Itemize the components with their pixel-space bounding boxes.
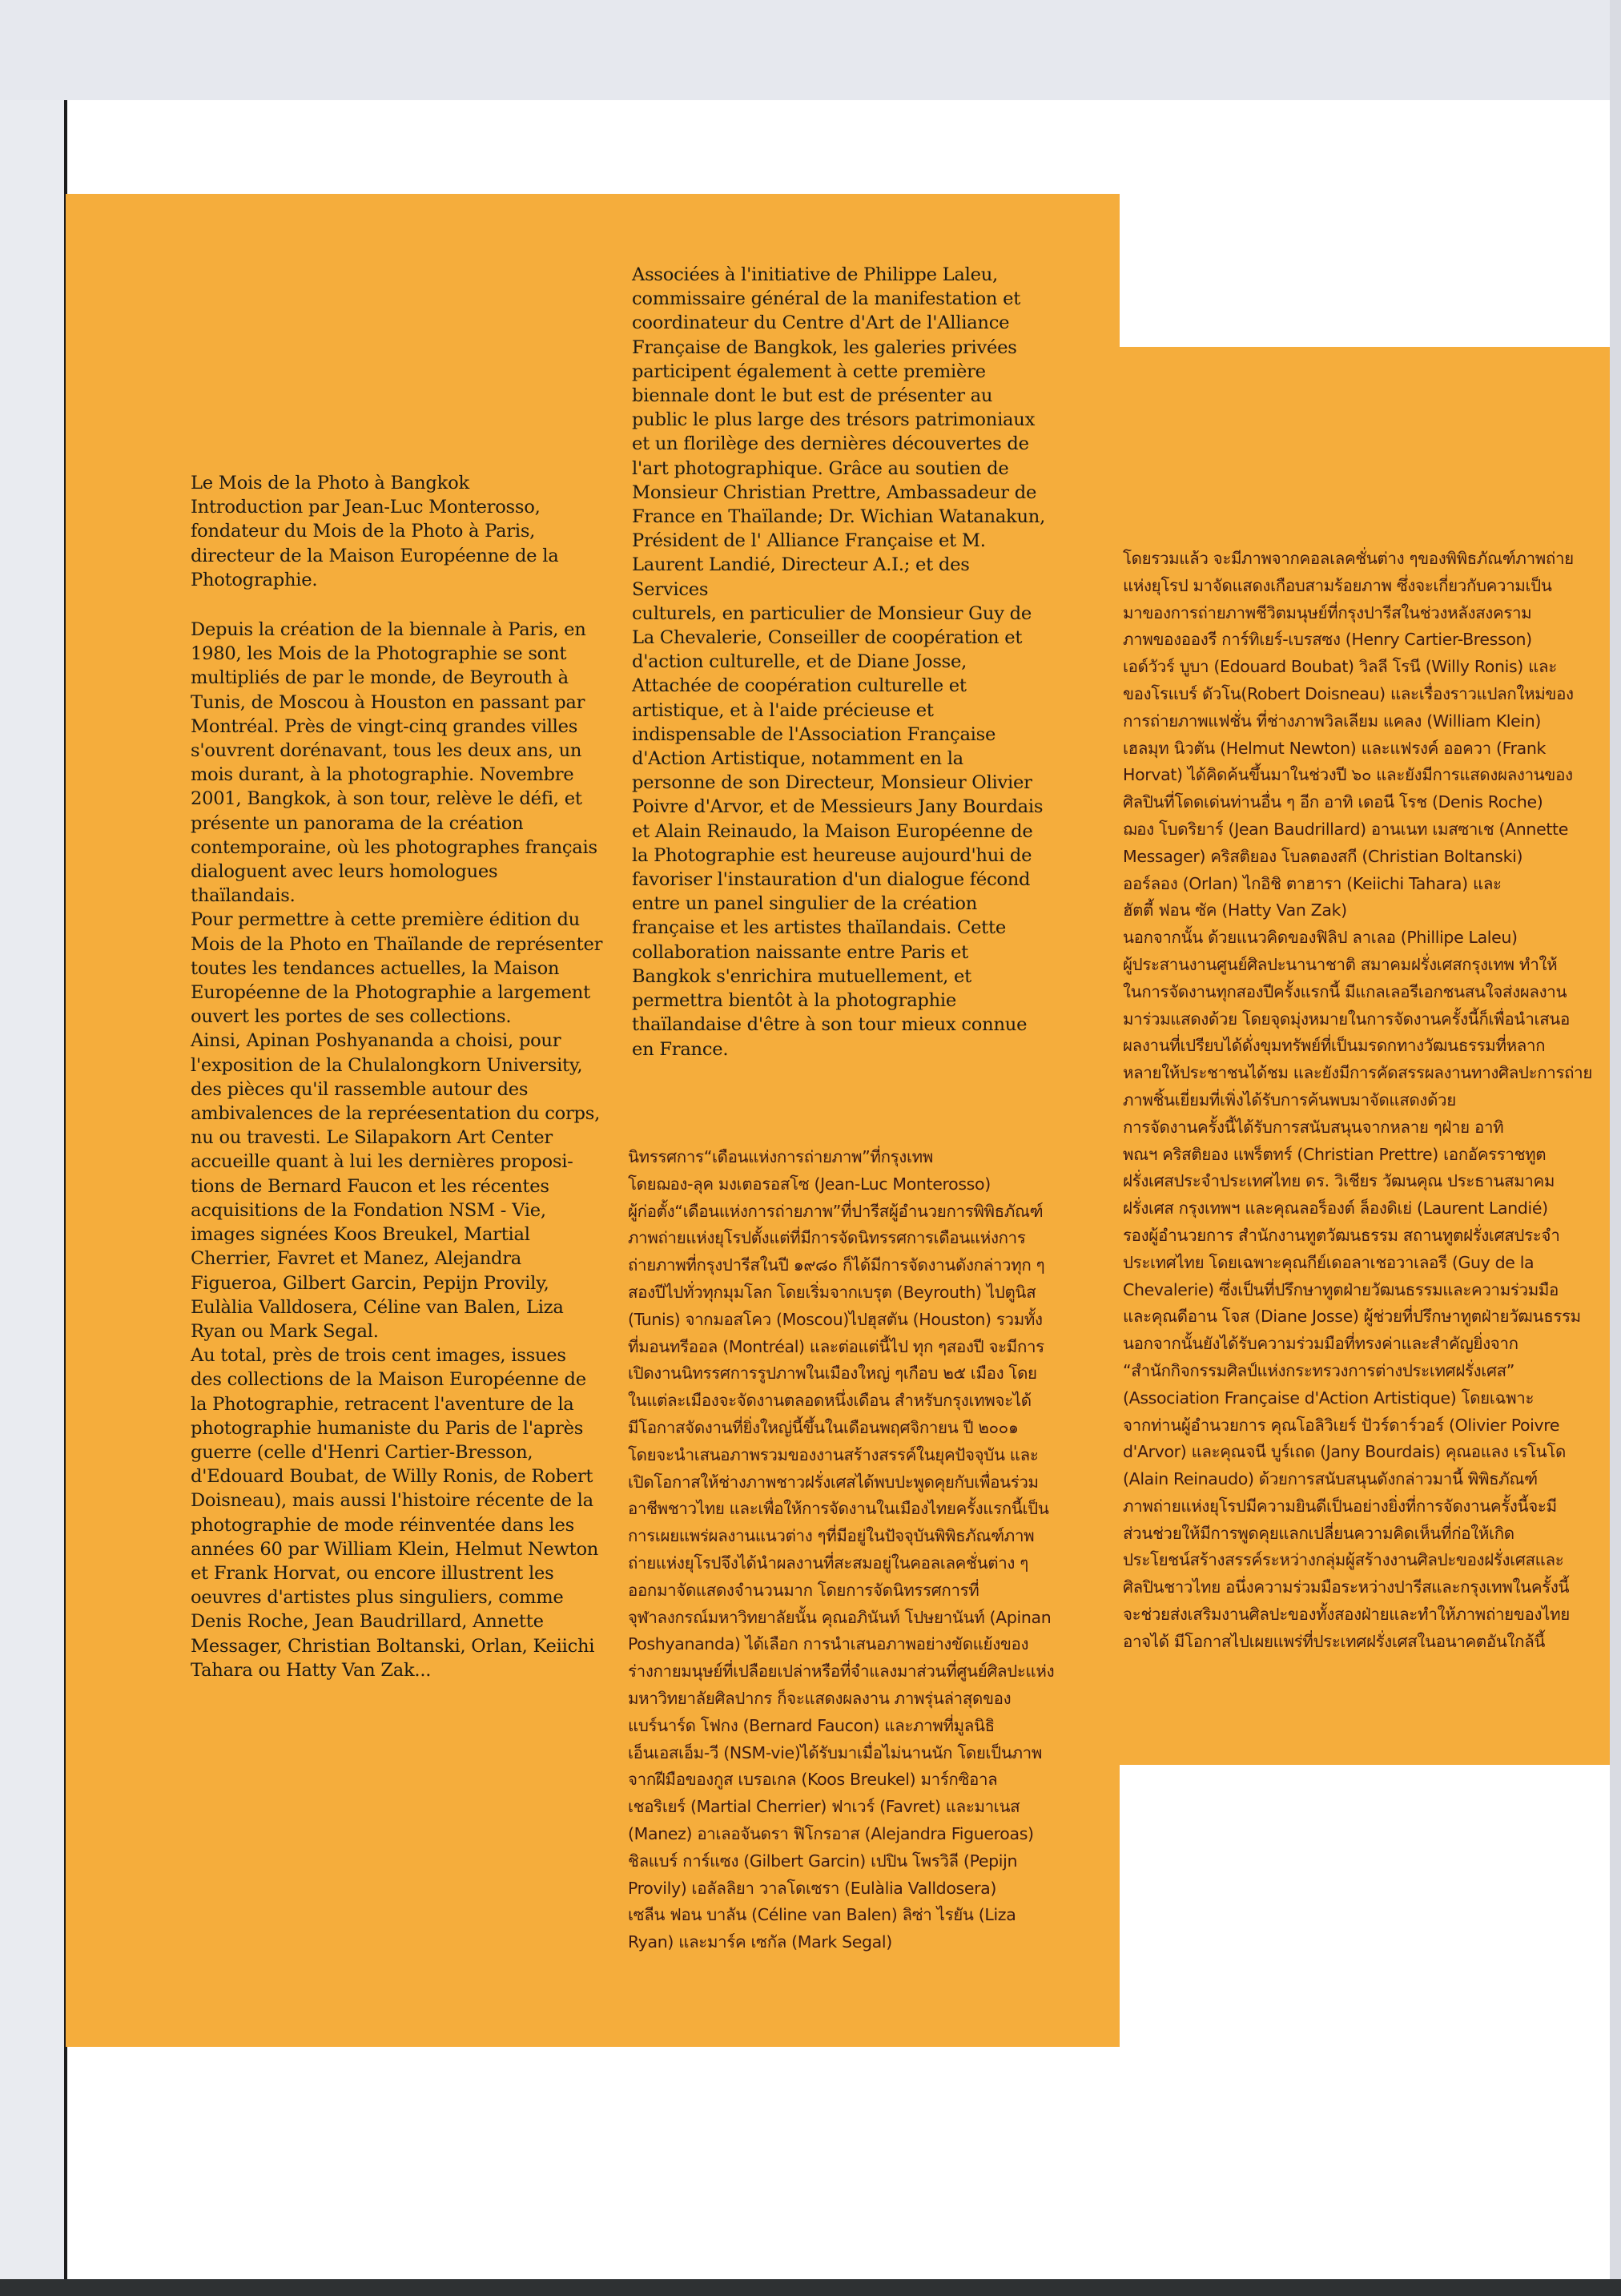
french-paragraph-1: Depuis la création de la biennale à Paris, en 1980, les Mois de la Photographie se sont multipliés de par le monde, de Beyrouth à Tunis, de Moscou à Houston en passant par Montréal. Près de vingt-cinq grandes villes s'ouvrent dorénavant, tous les deux ans, un mois durant, à la photographie. Novembre 2001, Bangkok, à son tour, relève le défi, et présente un panorama de la création contemporaine, où les photographes français dialoguent avec leurs homologues thaïlandais. [191, 619, 597, 907]
paragraph-gap [191, 592, 607, 618]
french-column-right [632, 263, 1048, 1061]
scanner-bed-top [0, 0, 1621, 100]
thai-column-middle [628, 1144, 1076, 1956]
scanner-bed-bottom [0, 2279, 1621, 2296]
french-paragraph-3: Ainsi, Apinan Poshyananda a choisi, pour l'exposition de la Chulalongkorn University, des pièces qu'il rassemble autour des ambivalences de la repréesentation du corps, nu ou travesti. Le Silapakorn Art Center accueille quant à lui les dernières proposi- tions de Bernard Faucon et les récentes acquisitions de la Fondation NSM - Vie, images signées Koos Breukel, Martial Cherrier, Favret et Manez, Alejandra Figueroa, Gilbert Garcin, Pepijn Provily, Eulàlia Valldosera, Céline van Balen, Liza Ryan ou Mark Segal. [191, 1030, 601, 1342]
thai-paragraph-1: นิทรรศการ“เดือนแห่งการถ่ายภาพ”ที่กรุงเทพ โดยฌอง-ลุค มงเตอรอสโซ (Jean-Luc Monterosso) ผู้ก่อตั้ง“เดือนแห่งการถ่ายภาพ”ที่ปารีสผู้อำนวยการพิพิธภัณฑ์ ภาพถ่ายแห่งยุโรปตั้งแต่ที่มีการจัดนิทรรศการเดือนแห่งการ ถ่ายภาพที่กรุงปารีสในปี ๑๙๘๐ ก็ได้มีการจัดงานดังกล่าวทุก ๆ สองปีไปทั่วทุกมุมโลก โดยเริ่มจากเบรุต (Beyrouth) ไปตูนิส (Tunis) จากมอสโคว (Moscou)ไปฮุสตัน (Houston) รวมทั้ง ที่มอนทรีออล (Montréal) และต่อแต่นี้ไป ทุก ๆสองปี จะมีการ เปิดงานนิทรรศการรูปภาพในเมืองใหญ่ ๆเกือบ ๒๕ เมือง โดย ในแต่ละเมืองจะจัดงานตลอดหนึ่งเดือน สำหรับกรุงเทพจะได้ มีโอกาสจัดงานที่ยิ่งใหญ่นี้ขึ้นในเดือนพฤศจิกายน ปี ๒๐๐๑ โดยจะนำเสนอภาพรวมของงานสร้างสรรค์ในยุคปัจจุบัน และ เปิดโอกาสให้ช่างภาพชาวฝรั่งเศสได้พบปะพูดคุยกับเพื่อนร่วม อาชีพชาวไทย และเพื่อให้การจัดงานในเมืองไทยครั้งแรกนี้เป็น การเผยแพร่ผลงานแนวต่าง ๆที่มีอยู่ในปัจจุบันพิพิธภัณฑ์ภาพ ถ่ายแห่งยุโรปจึงได้นำผลงานที่สะสมอยู่ในคอลเลคชั่นต่าง ๆ ออกมาจัดแสดงจำนวนมาก โดยการจัดนิทรรศการที่ จุฬาลงกรณ์มหาวิทยาลัยนั้น คุณอภินันท์ โปษยานันท์ (Apinan Poshyananda) ได้เลือก การนำเสนอภาพอย่างขัดแย้งของ ร่างกายมนุษย์ที่เปลือยเปล่าหรือที่จำแลงมาส่วนที่ศูนย์ศิลปะแห่ง มหาวิทยาลัยศิลปากร ก็จะแสดงผลงาน ภาพรุ่นล่าสุดของ แบร์นาร์ด โฟกง (Bernard Faucon) และภาพที่มูลนิธิ เอ็นเอสเอ็ม-วี (NSM-vie)ได้รับมาเมื่อไม่นานนัก โดยเป็นภาพ จากฝีมือของกูส เบรอเกล (Koos Breukel) มาร์กซิอาล เชอริเยร์ (Martial Cherrier) ฟาเวร์ (Favret) และมาเนส (Manez) อาเลอจันดรา ฟิโกรอาส (Alejandra Figueroas) ชิลแบร์ การ์แซง (Gilbert Garcin) เปปิน โพรวิลี (Pepijn Provily) เอลัลลิยา วาลโดเซรา (Eulàlia Valldosera) เซลีน ฟอน บาลัน (Céline van Balen) ลิซ่า ไรยัน (Liza Ryan) และมาร์ค เซกัล (Mark Segal) [628, 1147, 1055, 1952]
thai-paragraph-2: โดยรวมแล้ว จะมีภาพจากคอลเลคชั่นต่าง ๆของพิพิธภัณฑ์ภาพถ่าย แห่งยุโรป มาจัดแสดงเกือบสามร้อยภาพ ซึ่งจะเกี่ยวกับความเป็น มาของการถ่ายภาพชีวิตมนุษย์ที่กรุงปารีสในช่วงหลังสงคราม ภาพของอองรี การ์ทิเยร์-เบรสซง (Henry Cartier-Bresson) เอด์วัวร์ บูบา (Edouard Boubat) วิลลี โรนี (Willy Ronis) และ ของโรแบร์ ดัวโน(Robert Doisneau) และเรื่องราวแปลกใหม่ของ การถ่ายภาพแฟชั่น ที่ช่างภาพวิลเลียม แคลง (William Klein) เฮลมุท นิวตัน (Helmut Newton) และแฟรงค์ ออควา (Frank Horvat) ได้คิดค้นขึ้นมาในช่วงปี ๖๐ และยังมีการแสดงผลงานของ ศิลปินที่โดดเด่นท่านอื่น ๆ อีก อาทิ เดอนี โรช (Denis Roche) ฌอง โบดริยาร์ (Jean Baudrillard) อานเนท เมสซาเช (Annette Messager) คริสติยอง โบลตองสกี (Christian Boltanski) ออร์ลอง (Orlan) ไกอิชิ ตาฮารา (Keiichi Tahara) และ ฮัตตี้ ฟอน ซัค (Hatty Van Zak) นอกจากนั้น ด้วยแนวคิดของฟิลิป ลาเลอ (Phillipe Laleu) ผู้ประสานงานศูนย์ศิลปะนานาชาติ สมาคมฝรั่งเศสกรุงเทพ ทำให้ ในการจัดงานทุกสองปีครั้งแรกนี้ มีแกลเลอรีเอกชนสนใจส่งผลงาน มาร่วมแสดงด้วย โดยจุดมุ่งหมายในการจัดงานครั้งนี้ก็เพื่อนำเสนอ ผลงานที่เปรียบได้ดั่งขุมทรัพย์ที่เป็นมรดกทางวัฒนธรรมที่หลาก หลายให้ประชาชนได้ชม และยังมีการคัดสรรผลงานทางศิลปะการถ่าย ภาพชิ้นเยี่ยมที่เพิ่งได้รับการค้นพบมาจัดแสดงด้วย การจัดงานครั้งนี้ได้รับการสนับสนุนจากหลาย ๆฝ่าย อาทิ พณฯ คริสติยอง แพร็ตทร์ (Christian Prettre) เอกอัครราชทูต ฝรั่งเศสประจำประเทศไทย ดร. วิเชียร วัฒนคุณ ประธานสมาคม ฝรั่งเศส กรุงเทพฯ และคุณลอร็องต์ ล็องดิเย่ (Laurent Landié) รองผู้อำนวยการ สำนักงานทูตวัฒนธรรม สถานทูตฝรั่งเศสประจำ ประเทศไทย โดยเฉพาะคุณกีย์เดอลาเชอวาเลอรี (Guy de la Chevalerie) ซึ่งเป็นที่ปรึกษาทูตฝ่ายวัฒนธรรมและความร่วมมือ และคุณดีอาน โจส (Diane Josse) ผู้ช่วยที่ปรึกษาทูตฝ่ายวัฒนธรรม นอกจากนั้นยังได้รับความร่วมมือที่ทรงค่าและสำคัญยิ่งจาก “สำนักกิจกรรมศิลป์แห่งกระทรวงการต่างประเทศฝรั่งเศส” (Association Française d'Action Artistique) โดยเฉพาะ จากท่านผู้อำนวยการ คุณโอลิวิเยร์ ปัวร์ดาร์วอร์ (Olivier Poivre d'Arvor) และคุณจนี บูร์เถด (Jany Bourdais) คุณอแลง เรโนโด (Alain Reinaudo) ด้วยการสนับสนุนดังกล่าวมานี้ พิพิธภัณฑ์ ภาพถ่ายแห่งยุโรปมีความยินดีเป็นอย่างยิ่งที่การจัดงานครั้งนี้จะมี ส่วนช่วยให้มีการพูดคุยแลกเปลี่ยนความคิดเห็นที่ก่อให้เกิด ประโยชน์สร้างสรรค์ระหว่างกลุ่มผู้สร้างงานศิลปะของฝรั่งเศสและ ศิลปินชาวไทย อนึ่งความร่วมมือระหว่างปารีสและกรุงเทพในครั้งนี้ จะช่วยส่งเสริมงานศิลปะของทั้งสองฝ่ายและทำให้ภาพถ่ายของไทย อาจได้ มีโอกาสไปเผยแพร่ที่ประเทศฝรั่งเศสในอนาคตอันใกล้นี้ [1123, 549, 1592, 1651]
french-column-left [191, 471, 607, 1682]
french-paragraph-5: Associées à l'initiative de Philippe Laleu, commissaire général de la manifestation et coordinateur du Centre d'Art de l'Alliance Française de Bangkok, les galeries privées participent également à cette première biennale dont le but est de présenter au public le plus large des trésors patrimoniaux et un florilège des dernières découvertes de l'art photographique. Grâce au soutien de Monsieur Christian Prettre, Ambassadeur de France en Thaïlande; Dr. Wichian Watanakun, Président de l' Alliance Française et M. Laurent Landié, Directeur A.I.; et des Services culturels, en particulier de Monsieur Guy de La Chevalerie, Conseiller de coopération et d'action culturelle, et de Diane Josse, Attachée de coopération culturelle et artistique, et à l'aide précieuse et indispensable de l'Association Française d'Action Artistique, notamment en la personne de son Directeur, Monsieur Olivier Poivre d'Arvor, et de Messieurs Jany Bourdais et Alain Reinaudo, la Maison Européenne de la Photographie est heureuse aujourd'hui de favoriser l'instauration d'un dialogue fécond entre un panel singulier de la création française et les artistes thaïlandais. Cette collaboration naissante entre Paris et Bangkok s'enrichira mutuellement, et permettra bientôt à la photographie thaïlandaise d'être à son tour mieux connue en France. [632, 264, 1046, 1060]
french-paragraph-4: Au total, près de trois cent images, issues des collections de la Maison Européenne de la Photographie, retracent l'aventure de la photographie humaniste du Paris de l'après guerre (celle d'Henri Cartier-Bresson, d'Edouard Boubat, de Willy Ronis, de Robert Doisneau), mais aussi l'histoire récente de la photographie de mode réinventée dans les années 60 par William Klein, Helmut Newton et Frank Horvat, ou encore illustrent les oeuvres d'artistes plus singuliers, comme Denis Roche, Jean Baudrillard, Annette Messager, Christian Boltanski, Orlan, Keiichi Tahara ou Hatty Van Zak... [191, 1345, 599, 1681]
french-paragraph-2: Pour permettre à cette première édition du Mois de la Photo en Thaïlande de représenter toutes les tendances actuelles, la Maison Européenne de la Photographie a largement ouvert les portes de ses collections. [191, 909, 603, 1028]
french-intro-heading: Le Mois de la Photo à Bangkok Introduction par Jean-Luc Monterosso, fondateur du Mois de la Photo à Paris, directeur de la Maison Européenne de la Photographie. [191, 473, 559, 590]
thai-column-right [1123, 546, 1595, 1656]
scanner-bed-edge [1610, 0, 1621, 2296]
